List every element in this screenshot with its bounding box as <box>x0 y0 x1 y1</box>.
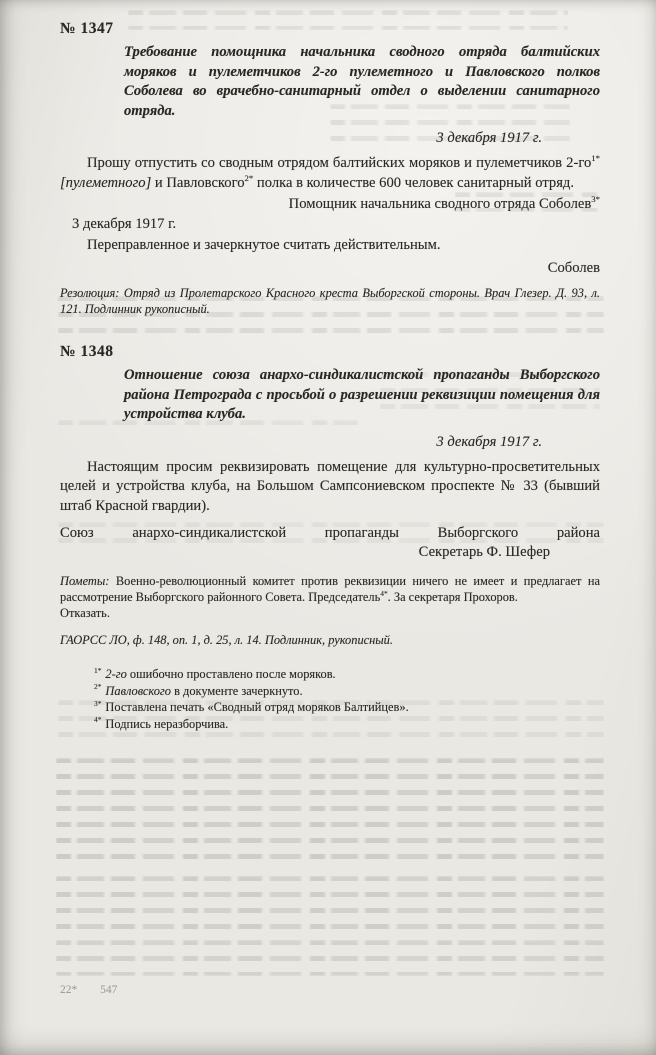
document-1347 <box>60 20 600 317</box>
footnote-text: Поставлена печать «Сводный отряд моряков Балтийцев». <box>105 700 409 714</box>
pometa-note <box>60 574 600 605</box>
footnote-text: Подпись неразборчива. <box>105 716 229 731</box>
body-text: полка в количестве 600 человек санитарный отряд. <box>253 174 574 191</box>
footnote-term: Павловского <box>105 683 171 698</box>
signer-name: Соболев <box>547 260 600 276</box>
body-text: и Павловского <box>151 174 245 191</box>
footnote-ref-3: 3* <box>591 194 600 205</box>
secretary-signature: Секретарь Ф. Шефер <box>418 544 550 560</box>
footnote-1 <box>94 666 600 683</box>
printer-signature-marks <box>60 984 137 996</box>
editorial-insertion: [пулеметного] <box>60 174 152 191</box>
footnote-ref-4: 4* <box>380 588 388 598</box>
footnote-marker: 2* <box>94 682 102 692</box>
signature-mark: 22* <box>60 984 78 996</box>
resolution-text: Отряд из Пролетарского Красного креста Выборгской стороны. Врач Глезер. Д. 93, л. 121. Подлинник рукописный. <box>60 286 600 316</box>
signature-line <box>60 196 600 213</box>
validity-note: Переправленное и зачеркнутое считать действительным. <box>87 237 441 253</box>
body-text: Прошу отпустить со сводным отрядом балтийских моряков и пулеметчиков 2-го <box>87 155 592 171</box>
doc-date-1347: 3 декабря 1917 г. <box>436 130 542 146</box>
doc-number-1347: № 1347 <box>60 20 114 37</box>
footnote-text: ошибочно проставлено после моряков. <box>126 667 336 681</box>
pometa-text: . За секретаря Прохоров. <box>387 589 518 604</box>
footnote-ref-2: 2* <box>244 172 254 183</box>
footnote-ref-1: 1* <box>591 153 600 164</box>
doc-body-1348: Настоящим просим реквизировать помещение для культурно-просветительных целей и устройства клуба, на Большом Сампсониевском проспекте № 33 (бывший штаб Красной гвардии). <box>60 458 600 514</box>
resolution-note <box>60 286 600 317</box>
footnote-3 <box>94 699 600 716</box>
organization-line: Союз анархо-синдикалистской пропаганды Выборгского района <box>60 525 600 541</box>
archive-reference: ГАОРСС ЛО, ф. 148, оп. 1, д. 25, л. 14. Подлинник, рукописный. <box>60 632 393 647</box>
footnote-marker: 3* <box>94 698 102 708</box>
document-1348 <box>60 343 600 648</box>
footnote-marker: 4* <box>94 715 102 725</box>
pometa-refusal: Отказать. <box>60 606 110 620</box>
footnotes-block <box>60 666 600 732</box>
doc-date-1348: 3 декабря 1917 г. <box>436 433 542 450</box>
pometa-text: Военно-революционный комитет против реквизиции ничего не имеет и предлагает на рассмотрение Выборгского районного Совета. Председатель <box>60 574 600 604</box>
footnote-marker: 1* <box>94 665 102 675</box>
bleed-through-texture <box>56 940 604 976</box>
pometa-label: Пометы: <box>60 574 110 588</box>
resolution-label: Резолюция: <box>60 286 120 300</box>
page-content <box>60 20 600 732</box>
doc-title-1347: Требование помощника начальника сводного отряда балтийских моряков и пулеметчиков 2-го пулеметного и Павловского полков Соболева во врачебно-санитарный отдел о выделении санитарного отряда. <box>124 44 600 119</box>
doc-title-1348: Отношение союза анархо-синдикалистской пропаганды Выборгского района Петрограда с просьбой о разрешении реквизиции помещения для устройства клуба. <box>124 367 600 422</box>
bleed-through-texture <box>56 758 604 866</box>
footnote-text: в документе зачеркнуто. <box>170 683 303 698</box>
signature-text: Помощник начальника сводного отряда Соболев <box>288 196 592 212</box>
footnote-2 <box>94 683 600 700</box>
page-number: 547 <box>100 984 118 996</box>
doc-body-1347 <box>60 154 600 193</box>
section-divider-space <box>60 317 600 343</box>
footnote-term: 2-го <box>105 667 127 681</box>
signature-date: 3 декабря 1917 г. <box>72 216 177 232</box>
footnote-4 <box>94 716 600 733</box>
bleed-through-texture <box>56 876 604 934</box>
doc-number-1348: № 1348 <box>60 343 114 360</box>
